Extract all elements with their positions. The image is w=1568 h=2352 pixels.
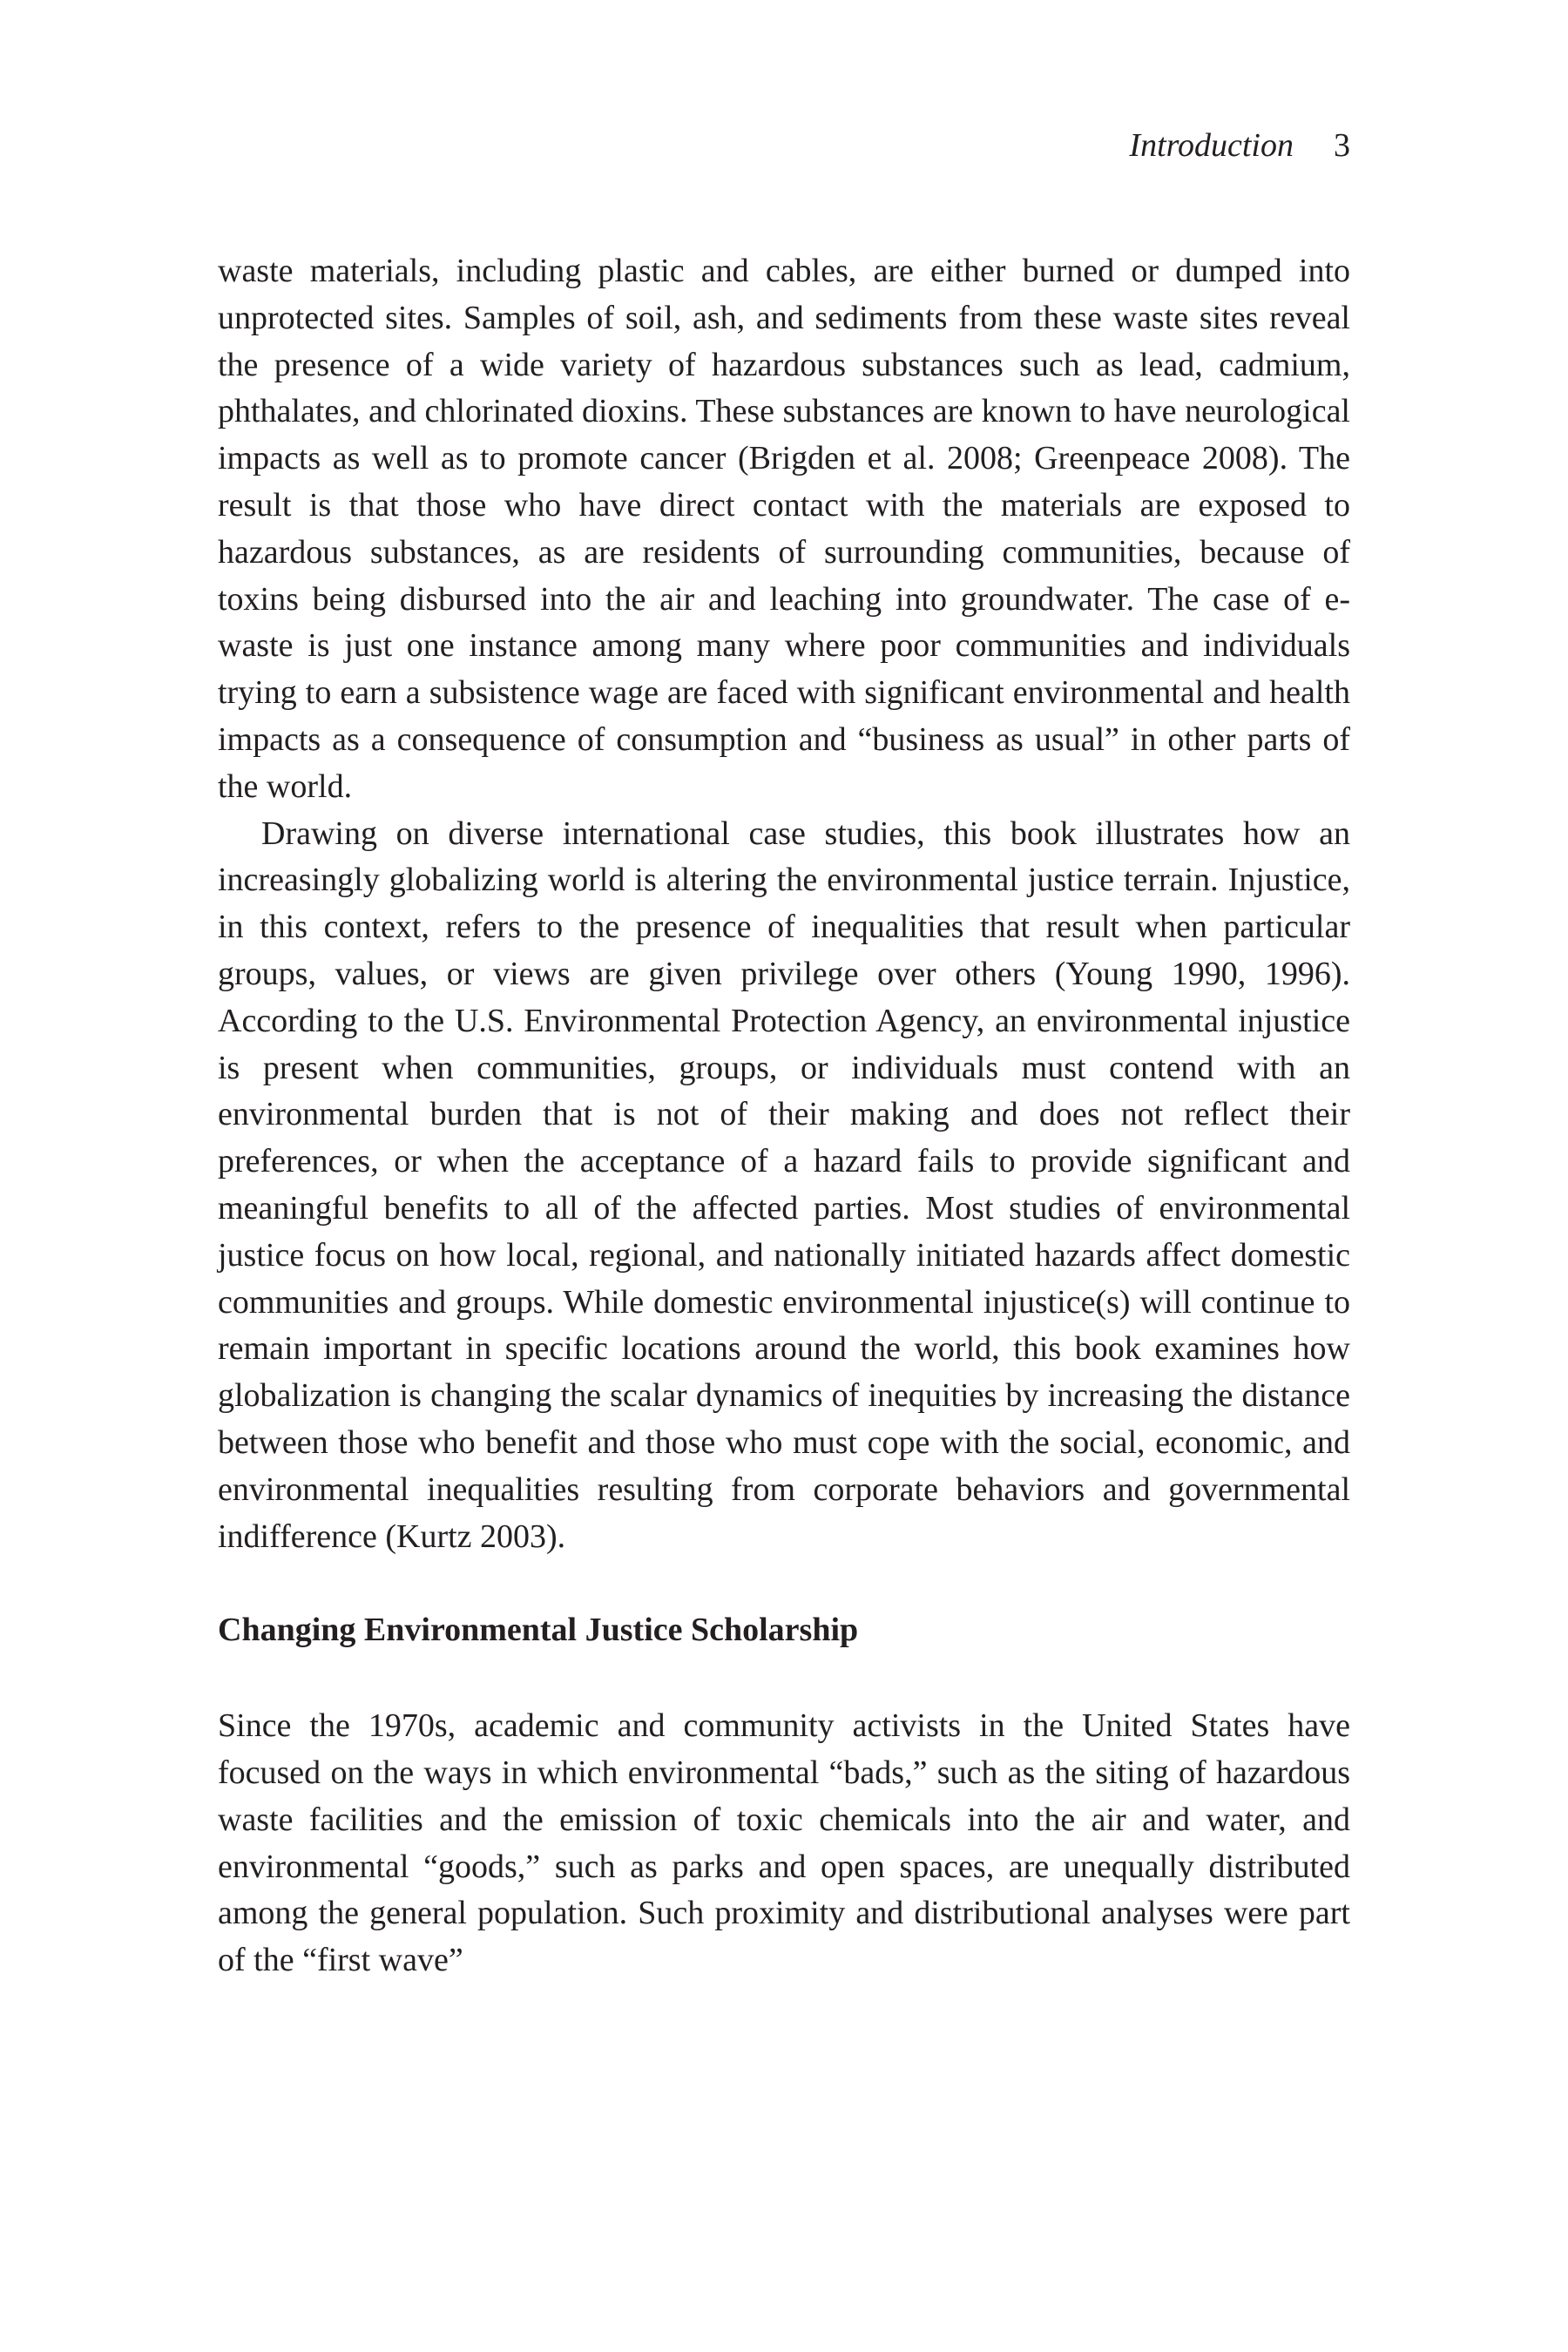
paragraph-book-overview: Drawing on diverse international case studies, this book illustrates how an increasingly globalizing world is altering the environmental justice terrain. Injustice, in this context, refers to the presence of inequalities that result when particular groups, values, or views are given privilege over others (Young 1990, 1996). According to the U.S. Environmental Protection Agency, an environmental injustice is present when communities, groups, or individuals must contend with an environmental burden that is not of their making and does not reflect their preferences, or when the acceptance of a hazard fails to provide significant and meaningful benefits to all of the affected parties. Most studies of environmental justice focus on how local, regional, and nationally initiated hazards affect domestic communities and groups. While domestic environmental injustice(s) will continue to remain important in specific locations around the world, this book examines how globalization is changing the scalar dynamics of inequities by increasing the distance between those who benefit and those who must cope with the social, economic, and environmental inequalities resulting from corporate behaviors and governmental indifference (Kurtz 2003). <box>218 814 1350 1555</box>
paragraph-section-intro: Since the 1970s, academic and community activists in the United States have focused on the ways in which environmental “bads,” such as the siting of hazardous waste facilities and the emission of toxic chemicals into the air and water, and environmental “goods,” such as parks and open spaces, are unequally distributed among the general population. Such proximity and distributional analyses were part of the “first wave” <box>218 1707 1350 1979</box>
page-number: 3 <box>1334 127 1350 164</box>
paragraph-continued: waste materials, including plastic and cables, are either burned or dumped into unprotected sites. Samples of soil, ash, and sediments from these waste sites reveal the presence of a wide variety of hazardous substances such as lead, cadmium, phthalates, and chlorinated dioxins. These substances are known to have neurological impacts as well as to promote cancer (Brigden et al. 2008; Greenpeace 2008). The result is that those who have direct contact with the materials are exposed to hazardous substances, as are residents of surrounding communities, because of toxins being disbursed into the air and leaching into groundwater. The case of e-waste is just one instance among many where poor communities and individuals trying to earn a subsistence wage are faced with significant environmental and health impacts as a consequence of consumption and “business as usual” in other parts of the world. <box>218 253 1350 805</box>
running-head-title: Introduction <box>1129 127 1294 164</box>
section-heading: Changing Environmental Justice Scholarship <box>218 1612 859 1649</box>
body-text <box>218 248 1350 1984</box>
running-head <box>1129 122 1350 169</box>
